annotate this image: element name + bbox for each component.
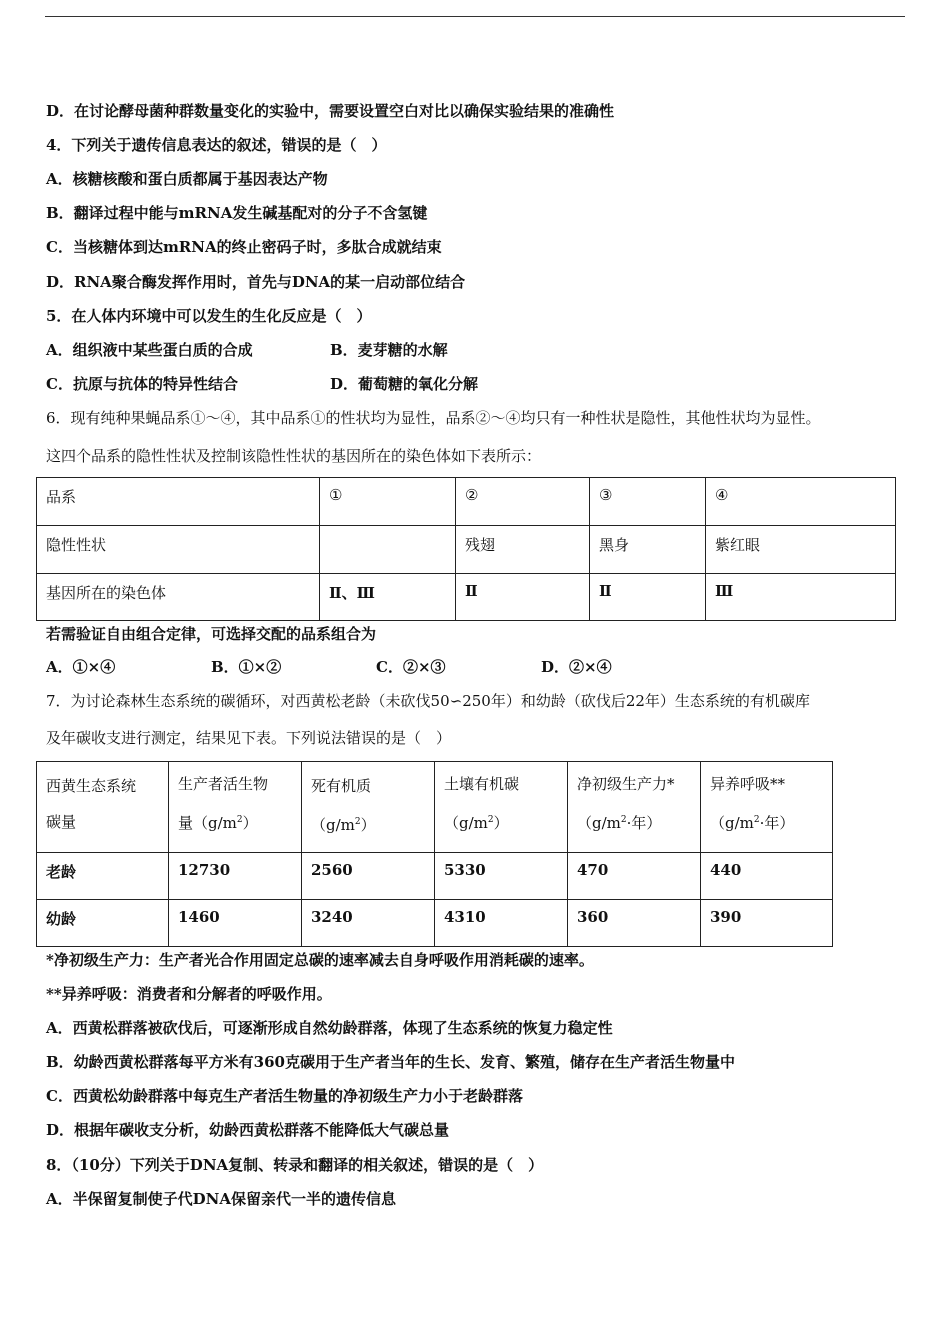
table-cell: 紫红眼 (715, 536, 761, 554)
table-cell: 残翅 (465, 536, 496, 554)
table-cell: 隐性性状 (46, 536, 107, 554)
table-cell: 360 (577, 908, 609, 926)
q7-option-d: D．根据年碳收支分析，幼龄西黄松群落不能降低大气碳总量 (46, 1121, 450, 1139)
table-cell: Ⅱ (465, 582, 478, 600)
q7-option-c: C．西黄松幼龄群落中每克生产者活生物量的净初级生产力小于老龄群落 (46, 1087, 523, 1105)
q6-option-b: B．①×② (211, 658, 282, 676)
table-cell: 1460 (178, 908, 220, 926)
q5-stem: 5．在人体内环境中可以发生的生化反应是（ ） (46, 307, 372, 325)
q6-stem-line-1: 6．现有纯种果蝇品系①～④，其中品系①的性状均为显性，品系②～④均只有一种性状是隐性，其他性状均为显性。 (46, 409, 821, 427)
q7-option-b: B．幼龄西黄松群落每平方米有360克碳用于生产者当年的生长、发育、繁殖，储存在生产者活生物量中 (46, 1053, 735, 1071)
q7-note-2: **异养呼吸：消费者和分解者的呼吸作用。 (46, 985, 332, 1003)
q7-stem-line-2: 及年碳收支进行测定，结果见下表。下列说法错误的是（ ） (46, 729, 452, 747)
table-header-cell: 西黄生态系统 碳量 (46, 777, 137, 831)
q7-carbon-table (36, 761, 833, 947)
q6-prompt: 若需验证自由组合定律，可选择交配的品系组合为 (46, 625, 377, 643)
table-cell: 幼龄 (46, 910, 77, 928)
table-cell: 470 (577, 861, 609, 879)
q5-option-d: D．葡萄糖的氧化分解 (330, 375, 479, 393)
q5-row-2 (46, 374, 479, 394)
table-header-cell: 土壤有机碳 $(g/m^2)$ (444, 775, 520, 832)
table-cell: Ⅱ、Ⅲ (329, 584, 375, 602)
table-header-cell: 死有机质 $(g/m^2)$ (311, 777, 376, 834)
q4-option-d: D．RNA聚合酶发挥作用时，首先与DNA的某一启动部位结合 (46, 273, 466, 291)
table-header-cell: 生产者活生物 量$(g/m^2)$ (178, 775, 269, 832)
table-row (37, 853, 833, 900)
header-rule (45, 16, 905, 17)
table-header-cell: 净初级生产力* （$g/m^2\cdot$年） (577, 775, 675, 832)
q7-option-a: A．西黄松群落被砍伐后，可逐渐形成自然幼龄群落，体现了生态系统的恢复力稳定性 (46, 1019, 613, 1037)
table-cell: 5330 (444, 861, 486, 879)
q4-option-a: A．核糖核酸和蛋白质都属于基因表达产物 (46, 170, 328, 188)
table-cell: ③ (599, 486, 613, 504)
table-row (37, 762, 833, 853)
table-cell: ④ (715, 486, 729, 504)
q6-strain-table (36, 477, 896, 621)
q5-option-a: A．组织液中某些蛋白质的合成 (46, 341, 253, 359)
table-cell: 12730 (178, 861, 231, 879)
table-cell: 黑身 (599, 536, 630, 554)
table-row (37, 900, 833, 947)
table-cell: 4310 (444, 908, 486, 926)
table-cell: 390 (710, 908, 742, 926)
q6-option-a: A．①×④ (46, 658, 116, 676)
q5-option-b: B．麦芽糖的水解 (330, 341, 448, 359)
table-cell: 2560 (311, 861, 353, 879)
table-cell: ① (329, 486, 343, 504)
table-cell (329, 526, 455, 534)
q4-stem: 4．下列关于遗传信息表达的叙述，错误的是（ ） (46, 136, 387, 154)
q6-option-c: C．②×③ (376, 658, 446, 676)
q8-stem: 8．（10分）下列关于DNA复制、转录和翻译的相关叙述，错误的是（ ） (46, 1156, 544, 1174)
q6-option-d: D．②×④ (541, 658, 612, 676)
table-cell: 老龄 (46, 863, 77, 881)
table-cell: Ⅲ (715, 582, 734, 600)
table-cell: 440 (710, 861, 742, 879)
q7-stem-line-1: 7．为讨论森林生态系统的碳循环，对西黄松老龄（未砍伐50∽250年）和幼龄（砍伐后22年）生态系统的有机碳库 (46, 692, 810, 710)
table-row (37, 526, 896, 574)
q4-option-c: C．当核糖体到达mRNA的终止密码子时，多肽合成就结束 (46, 238, 442, 256)
q3-option-d: D．在讨论酵母菌种群数量变化的实验中，需要设置空白对比以确保实验结果的准确性 (46, 102, 615, 120)
q5-row-1 (46, 340, 448, 360)
table-row (37, 574, 896, 621)
table-cell: 3240 (311, 908, 353, 926)
table-cell: Ⅱ (599, 582, 612, 600)
table-cell: 基因所在的染色体 (46, 584, 167, 602)
table-header-cell: 异养呼吸** （$g/m^2\cdot$年） (710, 775, 795, 832)
q5-option-c: C．抗原与抗体的特异性结合 (46, 375, 238, 393)
table-cell: 品系 (46, 488, 77, 506)
q8-option-a: A．半保留复制使子代DNA保留亲代一半的遗传信息 (46, 1190, 396, 1208)
q6-stem-line-2: 这四个品系的隐性性状及控制该隐性性状的基因所在的染色体如下表所示： (46, 447, 542, 465)
q7-note-1: *净初级生产力：生产者光合作用固定总碳的速率减去自身呼吸作用消耗碳的速率。 (46, 951, 594, 969)
table-cell: ② (465, 486, 479, 504)
table-row (37, 478, 896, 526)
q4-option-b: B．翻译过程中能与mRNA发生碱基配对的分子不含氢键 (46, 204, 428, 222)
